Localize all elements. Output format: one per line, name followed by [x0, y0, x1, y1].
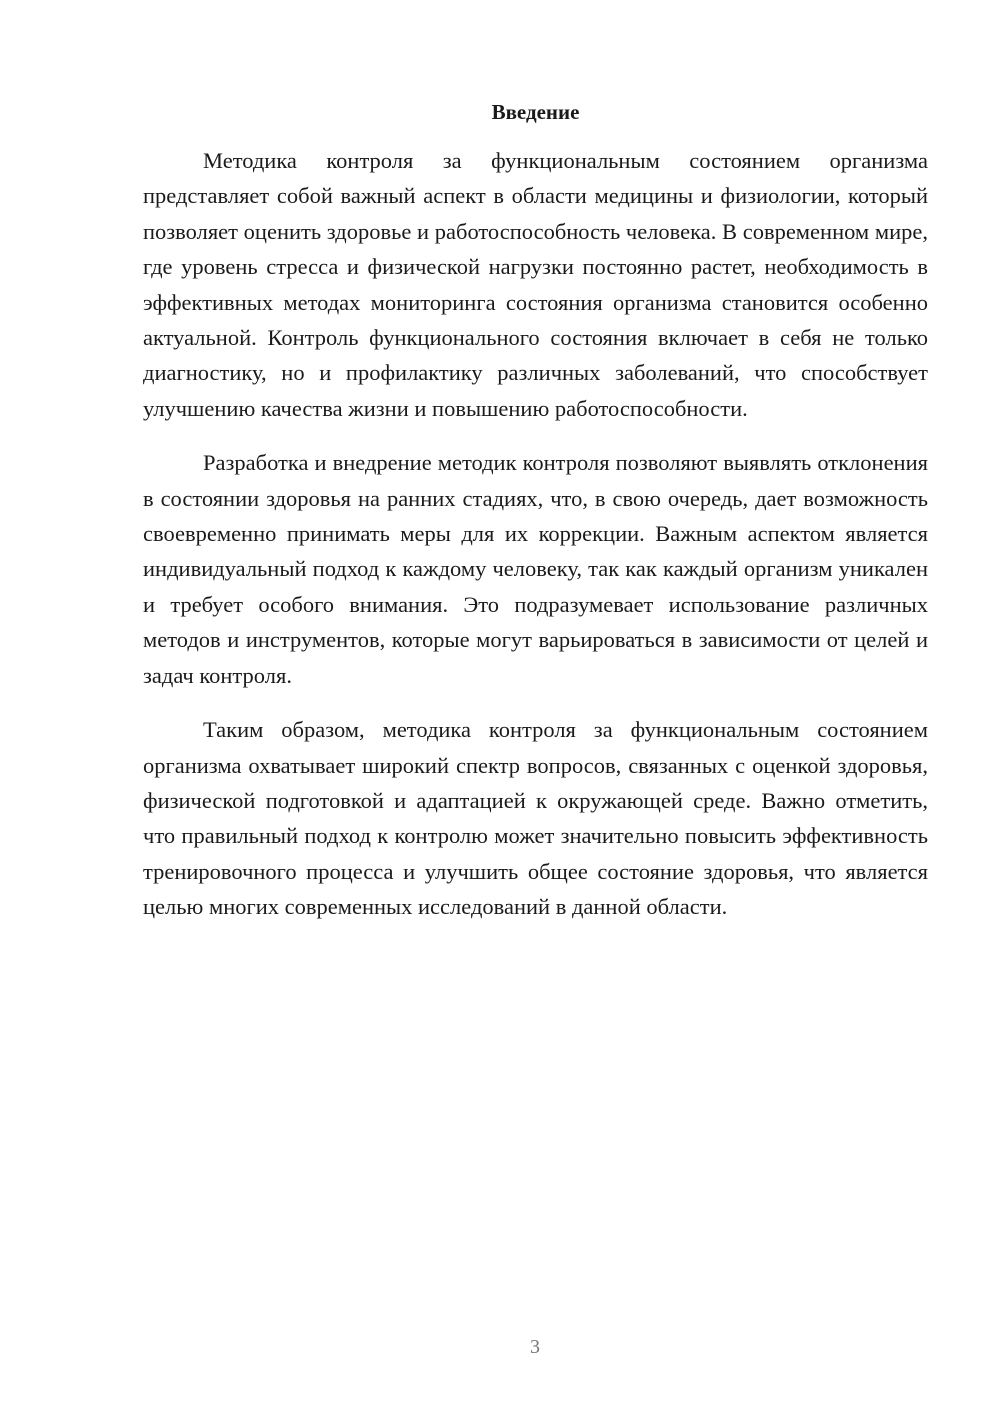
page-number: 3: [530, 1336, 540, 1358]
section-heading: Введение: [491, 100, 580, 124]
paragraph-1: Методика контроля за функциональным состоянием организма представляет собой важный аспект в области медицины и физиологии, который позволяет оценить здоровье и работоспособность человека. В современном мире, где уровень стресса и физической нагрузки постоянно растет, необходимость в эффективных методах мониторинга состояния организма становится особенно актуальной. Контроль функционального состояния включает в себя не только диагностику, но и профилактику различных заболеваний, что способствует улучшению качества жизни и повышению работоспособности.: [143, 148, 928, 421]
paragraph-2: Разработка и внедрение методик контроля позволяют выявлять отклонения в состоянии здоровья на ранних стадиях, что, в свою очередь, дает возможность своевременно принимать меры для их коррекции. Важным аспектом является индивидуальный подход к каждому человеку, так как каждый организм уникален и требует особого внимания. Это подразумевает использование различных методов и инструментов, которые могут варьироваться в зависимости от целей и задач контроля.: [143, 450, 928, 688]
body-text: [143, 143, 928, 944]
paragraph-3: Таким образом, методика контроля за функциональным состоянием организма охватывает широкий спектр вопросов, связанных с оценкой здоровья, физической подготовкой и адаптацией к окружающей среде. Важно отметить, что правильный подход к контролю может значительно повысить эффективность тренировочного процесса и улучшить общее состояние здоровья, что является целью многих современных исследований в данной области.: [143, 717, 928, 920]
